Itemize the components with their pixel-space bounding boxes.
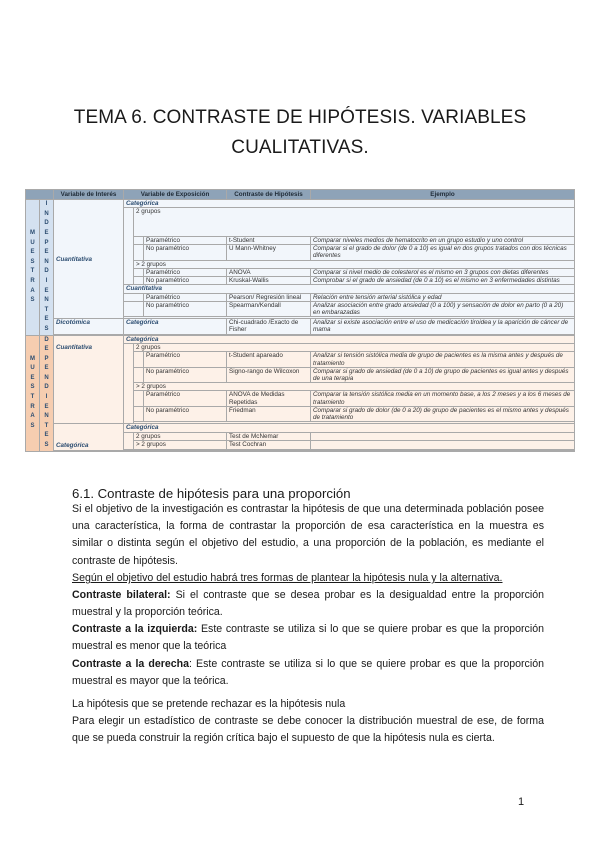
vertical-label-dependientes: D E P E N D I E N T E S bbox=[40, 335, 54, 451]
variable-cuantitativa: Cuantitativa bbox=[54, 335, 124, 424]
table-header-cell: Variable de Exposición bbox=[124, 190, 227, 200]
variable-dicotomica: Dicotómica bbox=[54, 319, 124, 334]
method-type: Paramétrico bbox=[144, 237, 227, 245]
method-type: Paramétrico bbox=[144, 391, 227, 406]
exposure-cuantitativa: Cuantitativa bbox=[124, 285, 575, 293]
test-name: Test de McNemar bbox=[227, 432, 311, 441]
variable-categorica: Categórica bbox=[54, 424, 124, 450]
method-type: Paramétrico bbox=[144, 293, 227, 301]
hypothesis-test-table bbox=[25, 189, 575, 452]
example-text: Comparar si nivel medio de colesterol es el mismo en 3 grupos con dietas diferentes bbox=[311, 268, 575, 276]
method-type: Paramétrico bbox=[144, 352, 227, 367]
group-count: 2 grupos bbox=[134, 432, 227, 441]
test-name: ANOVA bbox=[227, 268, 311, 276]
exposure-categorica: Categórica bbox=[124, 424, 575, 433]
exposure-categorica: Categórica bbox=[124, 200, 575, 208]
table-row bbox=[26, 200, 575, 208]
paragraph-izquierda: Contraste a la izquierda: Este contraste se utiliza si lo que se quiere probar es que la proporción muestral es menor que la teórica bbox=[72, 623, 544, 653]
table-header-cell: Variable de Interés bbox=[54, 190, 124, 200]
paragraph-derecha: Contraste a la derecha: Este contraste se utiliza si lo que se quiere probar es que la proporción muestral es mayor que la teórica. bbox=[72, 658, 544, 688]
vertical-label-muestras: M U E S T R A S bbox=[26, 200, 40, 335]
method-type: No paramétrico bbox=[144, 367, 227, 382]
test-name: t-Student apareado bbox=[227, 352, 311, 367]
test-name: Signo-rango de Wilcoxon bbox=[227, 367, 311, 382]
example-text: Relación entre tensión arterial sistólica y edad bbox=[311, 293, 575, 301]
paragraph-intro: Si el objetivo de la investigación es contrastar la hipótesis de que una determinada población posee una característica, la forma de contrastar la proporción de esa característica en la muestra es similar o distinta según el objetivo del estudio, a una proporción de la población, es mediante el contraste de hipótesis. bbox=[72, 503, 544, 567]
example-text: Comparar si el grado de dolor (de 0 a 10) es igual en dos grupos tratados con dos técnicas diferentes bbox=[311, 245, 575, 260]
test-name: Chi-cuadrado /Exacto de Fisher bbox=[227, 319, 311, 334]
example-text: Comparar niveles medios de hematocrito en un grupo estudio y uno control bbox=[311, 237, 575, 245]
method-type: No paramétrico bbox=[144, 245, 227, 260]
test-name: Kruskal-Wallis bbox=[227, 277, 311, 285]
term-derecha: Contraste a la derecha bbox=[72, 658, 190, 670]
paragraph-statistic: Para elegir un estadístico de contraste se debe conocer la distribución muestral de ese, de forma que se pueda construir la región crítica bajo el supuesto de que la hipótesis nula es cierta. bbox=[72, 715, 544, 745]
example-text: Analizar si tensión sistólica media de grupo de pacientes es la misma antes y después de tratamiento bbox=[311, 352, 575, 367]
method-type: No paramétrico bbox=[144, 406, 227, 421]
page-title-line1: TEMA 6. CONTRASTE DE HIPÓTESIS. VARIABLES bbox=[73, 107, 527, 128]
term-bilateral: Contraste bilateral: bbox=[72, 589, 171, 601]
test-name: Test Cochran bbox=[227, 441, 311, 449]
method-type: No paramétrico bbox=[144, 277, 227, 285]
test-name: U Mann-Whitney bbox=[227, 245, 311, 260]
page-number: 1 bbox=[518, 796, 525, 808]
example-text: Comparar si grado de ansiedad (de 0 a 10) de grupo de pacientes es igual antes y después de una terapia bbox=[311, 367, 575, 382]
example-text: Comparar si grado de dolor (de 0 a 20) de grupo de pacientes es el mismo antes y después de tratamiento bbox=[311, 406, 575, 421]
paragraph-null-hypothesis: La hipótesis que se pretende rechazar es la hipótesis nula bbox=[72, 698, 346, 710]
method-type: No paramétrico bbox=[144, 301, 227, 316]
example-text: Comprobar si el grado de ansiedad (de 0 a 10) es el mismo en 3 enfermedades distintas bbox=[311, 277, 575, 285]
page-title-line2: CUALITATIVAS. bbox=[231, 137, 369, 158]
exposure-categorica: Categórica bbox=[124, 335, 575, 343]
table-row bbox=[26, 424, 575, 433]
test-name: Friedman bbox=[227, 406, 311, 421]
vertical-label-independientes: I N D E P E N D I E N T E S bbox=[40, 200, 54, 335]
test-name: ANOVA de Medidas Repetidas bbox=[227, 391, 311, 406]
example-text: Comparar la tensión sistólica media en un momento base, a los 2 meses y a los 6 meses de tratamiento bbox=[311, 391, 575, 406]
table-header-cell: Contraste de Hipótesis bbox=[227, 190, 311, 200]
vertical-label-muestras: M U E S T R A S bbox=[26, 335, 40, 451]
section-heading: 6.1. Contraste de hipótesis para una proporción bbox=[72, 486, 351, 501]
test-name: Spearman/Kendall bbox=[227, 301, 311, 316]
table-header-cell: Ejemplo bbox=[311, 190, 575, 200]
example-text: Analizar si existe asociación entre el uso de medicación tiroidea y la aparición de cáncer de mama bbox=[311, 319, 575, 334]
group-count: > 2 grupos bbox=[134, 383, 575, 391]
paragraph-bilateral: Contraste bilateral: Si el contraste que se desea probar es la desigualdad entre la proporción muestral y la proporción teórica. bbox=[72, 589, 545, 619]
group-count: > 2 grupos bbox=[134, 441, 227, 449]
example-text: Analizar asociación entre grado ansiedad (0 a 100) y sensación de dolor en parto (0 a 20) en embarazadas bbox=[311, 301, 575, 316]
method-type: Paramétrico bbox=[144, 268, 227, 276]
group-count: 2 grupos bbox=[134, 208, 575, 237]
term-izquierda: Contraste a la izquierda: bbox=[72, 623, 198, 635]
group-count: > 2 grupos bbox=[134, 260, 575, 268]
table-header-cell bbox=[26, 190, 54, 200]
exposure-categorica: Categórica bbox=[124, 319, 227, 334]
table-header-row bbox=[26, 190, 575, 200]
test-name: Pearson/ Regresión lineal bbox=[227, 293, 311, 301]
table-row bbox=[26, 335, 575, 343]
table-row bbox=[26, 450, 575, 451]
group-count: 2 grupos bbox=[134, 343, 575, 352]
test-name: t-Student bbox=[227, 237, 311, 245]
table-row bbox=[26, 319, 575, 334]
paragraph-forms: Según el objetivo del estudio habrá tres formas de plantear la hipótesis nula y la alternativa. bbox=[72, 572, 503, 584]
variable-cuantitativa: Cuantitativa bbox=[54, 200, 124, 319]
